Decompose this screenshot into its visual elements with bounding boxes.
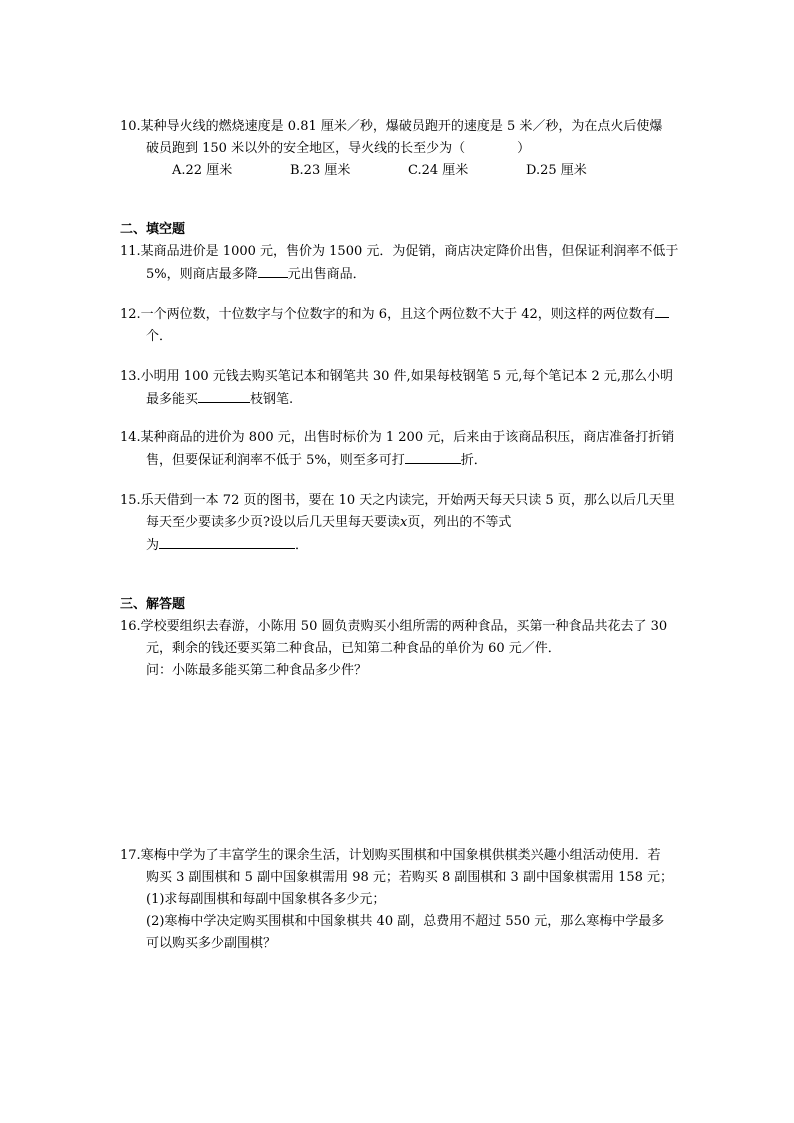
- question-14-text-a: 售，但要保证利润率不低于 5%，则至多可打: [146, 453, 405, 468]
- question-12-text-a: 12.一个两位数，十位数字与个位数字的和为 6，且这个两位数不大于 42，则这样的两位数有: [120, 307, 655, 322]
- answer-blank-13[interactable]: [198, 388, 250, 403]
- question-13-line-1: 13.小明用 100 元钱去购买笔记本和钢笔共 30 件,如果每枝钢笔 5 元,每个笔记本 2 元,那么小明: [120, 369, 674, 384]
- question-15-text-c: 为: [146, 538, 160, 553]
- answer-blank-12[interactable]: [655, 303, 669, 318]
- question-15-text-d: ．: [295, 538, 309, 553]
- question-14-line-1: 14.某种商品的进价为 800 元，出售时标价为 1 200 元，后来由于该商品积压，商店准备打折销: [120, 430, 675, 445]
- variable-x: x: [399, 515, 408, 530]
- question-10: [120, 116, 700, 182]
- option-b[interactable]: B.23 厘米: [290, 163, 351, 178]
- question-11-line-2: [120, 263, 700, 286]
- question-16-line-1: 16.学校要组织去春游，小陈用 50 圆负责购买小组所需的两种食品，买第一种食品共花去了 30: [120, 619, 668, 634]
- question-17-line-1: 17.寒梅中学为了丰富学生的课余生活，计划购买围棋和中国象棋供棋类兴趣小组活动使用．若: [120, 848, 661, 863]
- question-17: [120, 845, 700, 955]
- question-15: [120, 490, 700, 557]
- question-14-text-b: 折．: [460, 453, 487, 468]
- section-heading-solve: 三、解答题: [120, 597, 186, 612]
- section-heading-fill-in: 二、填空题: [120, 222, 186, 237]
- question-12: [120, 303, 700, 348]
- answer-blank-14[interactable]: [405, 449, 461, 464]
- question-17-line-5: 可以购买多少副围棋？: [146, 936, 277, 951]
- question-13-text-a: 最多能买: [146, 392, 199, 407]
- question-14: [120, 427, 700, 472]
- question-11-line-1: 11.某商品进价是 1000 元，售价为 1500 元．为促销，商店决定降价出售，但保证利润率不低于: [120, 244, 679, 259]
- question-13-line-2: [120, 388, 700, 411]
- question-17-line-4: (2)寒梅中学决定购买围棋和中国象棋共 40 副，总费用不超过 550 元，那么寒梅中学最多: [146, 914, 665, 929]
- question-11-text-a: 5%，则商店最多降: [146, 267, 258, 282]
- question-17-line-2: 购买 3 副围棋和 5 副中国象棋需用 98 元；若购买 8 副围棋和 3 副中国象棋需用 158 元；: [146, 870, 674, 885]
- question-16-line-3: 问：小陈最多能买第二种食品多少件？: [146, 663, 368, 678]
- answer-blank-15[interactable]: [159, 534, 295, 549]
- question-13-text-b: 枝钢笔.: [250, 392, 294, 407]
- question-13: [120, 366, 700, 411]
- question-11: [120, 241, 700, 286]
- question-12-line-2: 个．: [146, 329, 173, 344]
- question-17-line-3: (1)求每副围棋和每副中国象棋各多少元；: [146, 892, 386, 907]
- option-a[interactable]: A.22 厘米: [172, 163, 233, 178]
- question-10-line-1: 10.某种导火线的燃烧速度是 0.81 厘米／秒，爆破员跑开的速度是 5 米／秒，为在点火后使爆: [120, 119, 663, 134]
- question-10-options: [120, 160, 700, 182]
- question-14-line-2: [120, 449, 700, 472]
- question-16: [120, 616, 700, 682]
- question-11-text-b: 元出售商品．: [287, 267, 366, 282]
- question-10-line-2: 破员跑到 150 米以外的安全地区，导火线的长至少为（ ）: [146, 141, 531, 156]
- question-16-line-2: 元，剩余的钱还要买第二种食品，已知第二种食品的单价为 60 元／件．: [146, 641, 561, 656]
- question-15-line-1: 15.乐天借到一本 72 页的图书，要在 10 天之内读完，开始两天每天只读 5 页，那么以后几天里: [120, 493, 675, 508]
- question-15-text-a: 每天至少要读多少页?设以后几天里每天要读: [146, 515, 400, 530]
- answer-blank-11[interactable]: [258, 263, 288, 278]
- option-d[interactable]: D.25 厘米: [526, 163, 587, 178]
- question-15-line-3: [120, 534, 700, 557]
- question-15-line-2: [120, 512, 700, 534]
- option-c[interactable]: C.24 厘米: [408, 163, 469, 178]
- question-12-line-1: [120, 303, 700, 326]
- question-15-text-b: 页，列出的不等式: [407, 515, 512, 530]
